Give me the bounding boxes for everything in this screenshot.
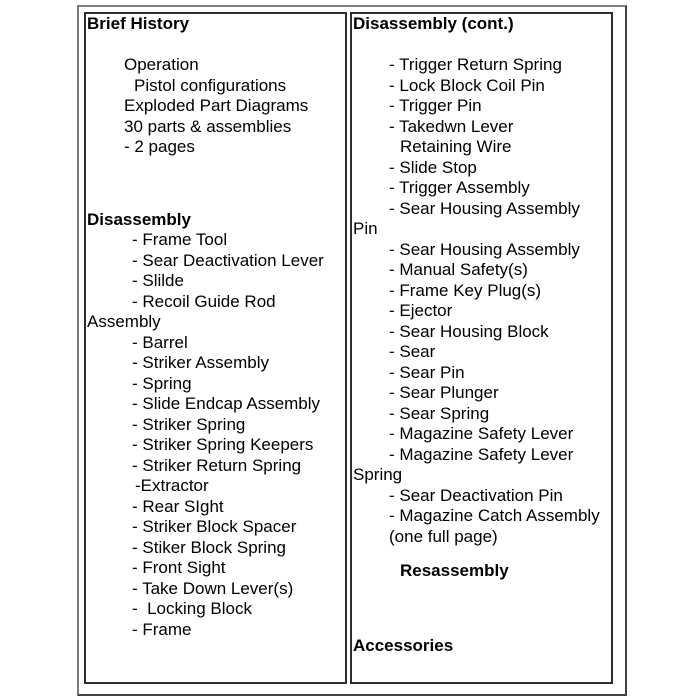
toc-text: Retaining Wire (400, 137, 512, 156)
toc-item: - Ejector (389, 301, 453, 320)
toc-item: - Sear Deactivation Pin (389, 485, 563, 505)
toc-item: - Magazine Safety Lever (389, 424, 574, 443)
section-heading: Accessories (353, 635, 454, 655)
toc-item: - Trigger Return Spring (389, 55, 562, 74)
toc-item: - Sear Pin (389, 362, 465, 382)
toc-item: - Sear Plunger (389, 383, 499, 402)
toc-text: Spring (353, 465, 403, 484)
toc-text: Operation (124, 55, 199, 74)
toc-item: - Sear Deactivation Lever (132, 250, 324, 270)
section-heading: Resassembly (400, 561, 509, 580)
toc-item: - Front Sight (132, 558, 226, 577)
toc-item: - Magazine Catch Assembly (389, 506, 600, 525)
toc-item: - Sear Housing Assembly (389, 239, 580, 259)
toc-item: - 2 pages (124, 137, 195, 156)
toc-item: - Striker Spring (132, 414, 246, 434)
right-column (350, 12, 613, 684)
toc-item: - Slide Endcap Assembly (132, 394, 321, 413)
toc-item: - Locking Block (132, 599, 252, 618)
toc-item: - Barrel (132, 332, 188, 352)
toc-item: - Stiker Block Spring (132, 537, 286, 557)
toc-item: - Striker Block Spacer (132, 517, 297, 536)
toc-item: - Frame Tool (132, 230, 228, 249)
section-heading: Disassembly (87, 209, 191, 229)
toc-text: Pistol configurations (134, 75, 287, 95)
section-heading: Disassembly (cont.) (353, 14, 514, 33)
toc-item: - Frame Key Plug(s) (389, 280, 542, 300)
toc-item: - Recoil Guide Rod (132, 291, 276, 311)
toc-item: - Striker Assembly (132, 353, 269, 372)
toc-item: - Takedwn Lever (389, 116, 514, 136)
toc-item: - Sear Spring (389, 403, 490, 423)
left-column (84, 12, 347, 684)
toc-item: - Sear (389, 342, 436, 361)
contents-table-frame (77, 5, 627, 696)
toc-item: - Frame (132, 619, 192, 639)
toc-item: - Magazine Safety Lever (389, 444, 574, 464)
toc-item: - Rear SIght (132, 496, 224, 516)
toc-text: 30 parts & assemblies (124, 116, 292, 136)
toc-text: (one full page) (389, 526, 498, 546)
section-heading: Brief History (87, 14, 190, 33)
toc-item: - Sear Housing Block (389, 321, 549, 341)
toc-item: - Slide Stop (389, 157, 477, 177)
toc-text: Pin (353, 219, 378, 238)
toc-item: - Slilde (132, 271, 184, 290)
toc-item: - Striker Return Spring (132, 455, 302, 475)
toc-item: - Striker Spring Keepers (132, 435, 314, 454)
toc-item: - Sear Housing Assembly (389, 198, 580, 218)
toc-item: - Trigger Pin (389, 96, 482, 115)
toc-item: -Extractor (135, 476, 209, 495)
toc-text: Exploded Part Diagrams (124, 96, 309, 115)
toc-item: - Manual Safety(s) (389, 260, 528, 279)
toc-text: Assembly (87, 312, 161, 331)
toc-item: - Spring (132, 373, 192, 393)
toc-item: - Lock Block Coil Pin (389, 75, 545, 95)
toc-item: - Take Down Lever(s) (132, 578, 294, 598)
toc-item: - Trigger Assembly (389, 178, 530, 197)
